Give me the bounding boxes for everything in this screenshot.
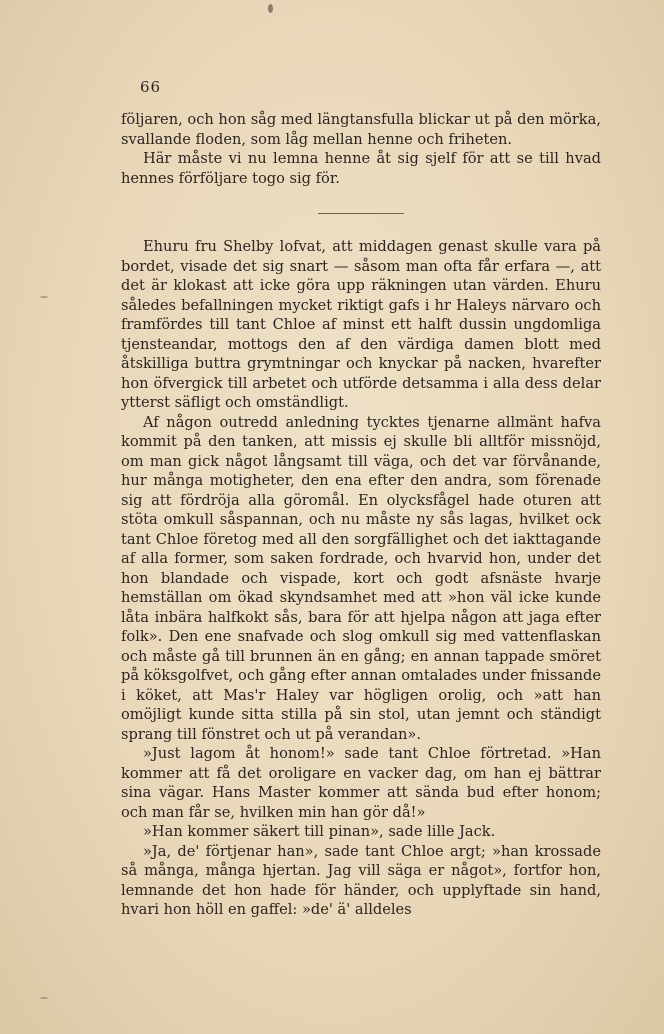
paragraph: Här måste vi nu lemna henne åt sig sjelf för att se till hvad hennes förföljare togo sig för.	[121, 150, 601, 187]
paragraph: följaren, och hon såg med längtansfulla blickar ut på den mörka, svallande floden, som låg mellan henne och friheten.	[121, 111, 601, 148]
page-text	[121, 110, 601, 920]
ink-speck	[40, 997, 48, 999]
paragraph: »Just lagom åt honom!» sade tant Chloe förtretad. »Han kommer att få det oroligare en vacker dag, om han ej bättrar sina vägar. Hans Master kommer att sända bud efter honom; och man får se, hvilken min han gör då!»	[121, 745, 601, 821]
paragraph: Af någon outredd anledning tycktes tjenarne allmänt hafva kommit på den tanken, att missis ej skulle bli alltför missnöjd, om man gick något långsamt till väga, och det var förvånande, hur många motigheter, den ena efter den andra, som förenade sig att fördröja alla göromål. En olycksfågel hade oturen att stöta omkull såspannan, och nu måste ny sås lagas, hvilket ock tant Chloe företog med all den sorgfällighet och det iakttagande af alla former, som saken fordrade, och hvarvid hon, under det hon blandade och vispade, kort och godt afsnäste hvarje hemställan om ökad skyndsamhet med att »hon väl icke kunde låta inbära halfkokt sås, bara för att hjelpa någon att jaga efter folk». Den ene snafvade och slog omkull sig med vattenflaskan och måste gå till brunnen än en gång; en annan tappade smöret på köksgolfvet, och gång efter annan omtalades under fnissande i köket, att Mas'r Haley var högligen orolig, och »att han omöjligt kunde sitta stilla på sin stol, utan jemnt och ständigt sprang till fönstret och ut på verandan».	[121, 413, 601, 743]
page-number: 66	[140, 78, 162, 96]
section-divider	[318, 213, 404, 214]
paragraph: Ehuru fru Shelby lofvat, att middagen genast skulle vara på bordet, visade det sig snart — såsom man ofta får erfara —, att det är klokast att icke göra upp räkningen utan värden. Ehuru således befallningen mycket riktigt gafs i hr Haleys närvaro och framfördes till tant Chloe af minst ett halft dussin ungdomliga tjensteandar, mottogs den af den värdiga damen blott med åtskilliga buttra grymtningar och knyckar på nacken, hvarefter hon öfvergick till arbetet och utförde detsamma i alla dess delar ytterst säfligt och omständligt.	[121, 238, 601, 411]
section-1	[121, 110, 601, 188]
section-2	[121, 237, 601, 920]
ink-speck	[40, 296, 48, 298]
ink-speck	[268, 4, 273, 13]
paragraph: »Ja, de' förtjenar han», sade tant Chloe argt; »han krossade så många, många hjertan. Jag vill säga er något», fortfor hon, lemnande det hon hade för händer, och upplyftade sin hand, hvari hon höll en gaffel: »de' ä' alldeles	[121, 842, 601, 918]
paragraph: »Han kommer säkert till pinan», sade lille Jack.	[143, 823, 496, 840]
